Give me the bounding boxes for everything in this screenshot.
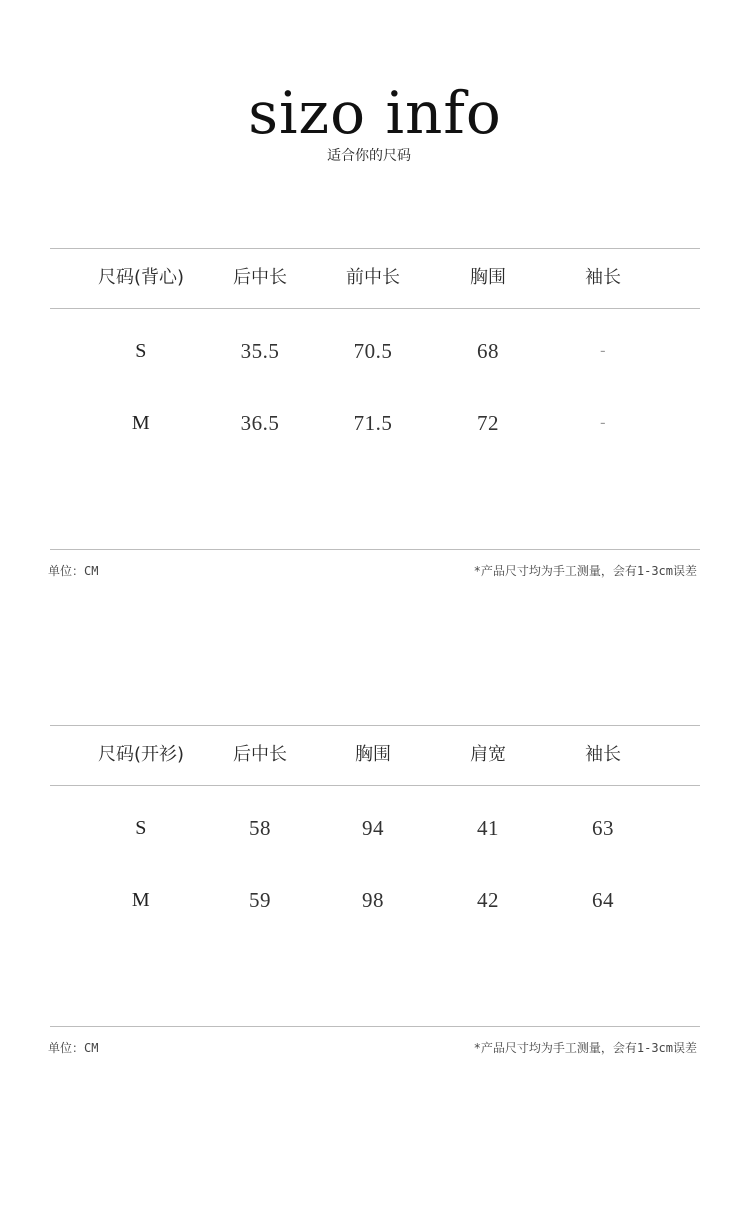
table-cell-chest: 72 xyxy=(477,411,499,435)
table-header-back-length: 后中长 xyxy=(233,267,287,288)
table-header-divider xyxy=(50,308,700,309)
table-header-chest: 胸围 xyxy=(470,267,506,288)
table-cell-shoulder: 42 xyxy=(477,888,499,912)
table-cell-back-length: 59 xyxy=(249,888,271,912)
table-cell-sleeve: 63 xyxy=(592,816,614,840)
measurement-note: *产品尺寸均为手工测量，会有1-3cm误差 xyxy=(473,564,697,578)
table-cell-size: S xyxy=(135,340,147,362)
table-cell-sleeve: - xyxy=(600,342,606,359)
table-cell-shoulder: 41 xyxy=(477,816,499,840)
measurement-note: *产品尺寸均为手工测量，会有1-3cm误差 xyxy=(473,1041,697,1055)
table-header-size: 尺码(背心) xyxy=(97,267,185,288)
table-cell-back-length: 35.5 xyxy=(240,339,280,363)
table-cell-chest: 68 xyxy=(477,339,499,363)
table-cell-front-length: 71.5 xyxy=(353,411,393,435)
table-cell-size: M xyxy=(131,412,151,434)
table-bottom-divider xyxy=(50,1026,700,1027)
table-header-sleeve: 袖长 xyxy=(585,744,621,765)
page-title: sizo info xyxy=(248,79,502,147)
table-header-divider xyxy=(50,785,700,786)
table-bottom-divider xyxy=(50,549,700,550)
table-header-back-length: 后中长 xyxy=(233,744,287,765)
table-cell-front-length: 70.5 xyxy=(353,339,393,363)
table-cell-size: S xyxy=(135,817,147,839)
unit-note: 单位：CM xyxy=(48,1041,99,1055)
table-cell-chest: 94 xyxy=(362,816,384,840)
table-cell-sleeve: 64 xyxy=(592,888,614,912)
table-cell-back-length: 58 xyxy=(249,816,271,840)
table-top-divider xyxy=(50,248,700,249)
table-header-sleeve: 袖长 xyxy=(585,267,621,288)
unit-note: 单位：CM xyxy=(48,564,99,578)
table-header-shoulder: 肩宽 xyxy=(470,744,506,765)
table-cell-sleeve: - xyxy=(600,414,606,431)
table-cell-chest: 98 xyxy=(362,888,384,912)
table-header-size: 尺码(开衫) xyxy=(97,744,185,765)
table-header-chest: 胸围 xyxy=(355,744,391,765)
table-cell-size: M xyxy=(131,889,151,911)
table-header-front-length: 前中长 xyxy=(346,267,400,288)
page-subtitle: 适合你的尺码 xyxy=(327,148,411,164)
table-top-divider xyxy=(50,725,700,726)
table-cell-back-length: 36.5 xyxy=(240,411,280,435)
